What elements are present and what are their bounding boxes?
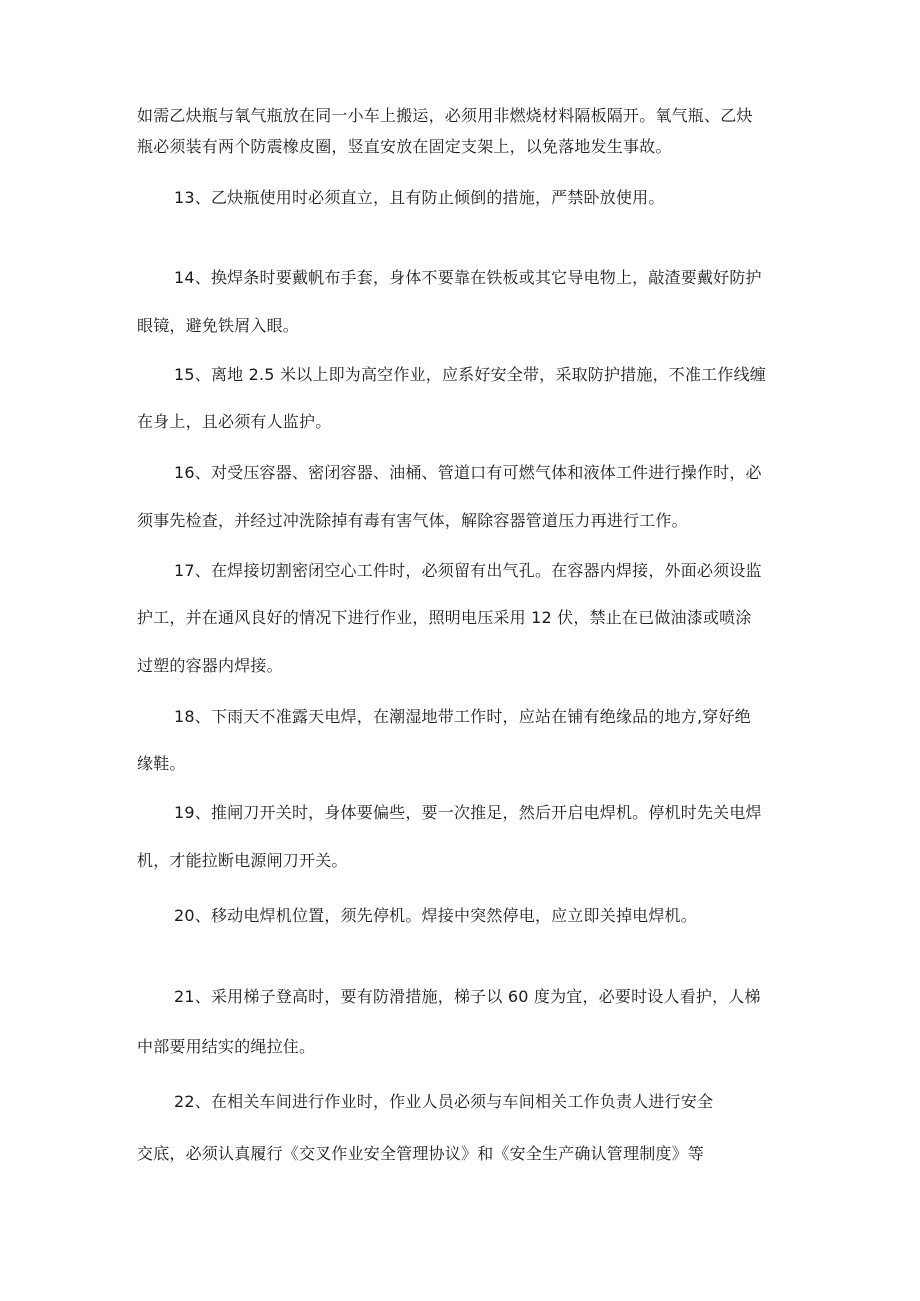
text-line: 过塑的容器内焊接。 (137, 656, 283, 675)
item-14: 14、换焊条时要戴帆布手套，身体不要靠在铁板或其它导电物上，敲渣要戴好防护 (174, 268, 762, 287)
item-18: 18、下雨天不准露天电焊，在潮湿地带工作时，应站在铺有绝缘品的地方,穿好绝 (174, 707, 751, 726)
text-line: 眼镜，避免铁屑入眼。 (137, 316, 300, 335)
item-21: 21、采用梯子登高时，要有防滑措施，梯子以 60 度为宜，必要时设人看护，人梯 (174, 987, 761, 1006)
text-line: 在身上，且必须有人监护。 (137, 412, 332, 431)
item-13: 13、乙炔瓶使用时必须直立，且有防止倾倒的措施，严禁卧放使用。 (174, 188, 665, 207)
item-22: 22、在相关车间进行作业时，作业人员必须与车间相关工作负责人进行安全 (174, 1092, 714, 1111)
item-19: 19、推闸刀开关时，身体要偏些，要一次推足，然后开启电焊机。停机时先关电焊 (174, 803, 762, 822)
text-line: 交底，必须认真履行《交叉作业安全管理协议》和《安全生产确认管理制度》等 (137, 1144, 705, 1163)
text-line: 瓶必须装有两个防震橡皮圈，竖直安放在固定支架上，以免落地发生事故。 (137, 137, 672, 156)
text-line: 须事先检查，并经过冲洗除掉有毒有害气体，解除容器管道压力再进行工作。 (137, 511, 688, 530)
item-16: 16、对受压容器、密闭容器、油桶、管道口有可燃气体和液体工件进行操作时，必 (174, 463, 762, 482)
item-17: 17、在焊接切割密闭空心工件时，必须留有出气孔。在容器内焊接，外面必须设监 (174, 561, 762, 580)
text-line: 护工，并在通风良好的情况下进行作业，照明电压采用 12 伏，禁止在已做油漆或喷涂 (137, 608, 752, 627)
item-20: 20、移动电焊机位置，须先停机。焊接中突然停电，应立即关掉电焊机。 (174, 906, 697, 925)
text-line: 缘鞋。 (137, 754, 186, 773)
text-line: 机，才能拉断电源闸刀开关。 (137, 851, 348, 870)
text-line: 如需乙炔瓶与氧气瓶放在同一小车上搬运，必须用非燃烧材料隔板隔开。氧气瓶、乙炔 (137, 106, 753, 125)
item-15: 15、离地 2.5 米以上即为高空作业，应系好安全带，采取防护措施，不准工作线缠 (174, 365, 766, 384)
text-line: 中部要用结实的绳拉住。 (137, 1037, 316, 1056)
